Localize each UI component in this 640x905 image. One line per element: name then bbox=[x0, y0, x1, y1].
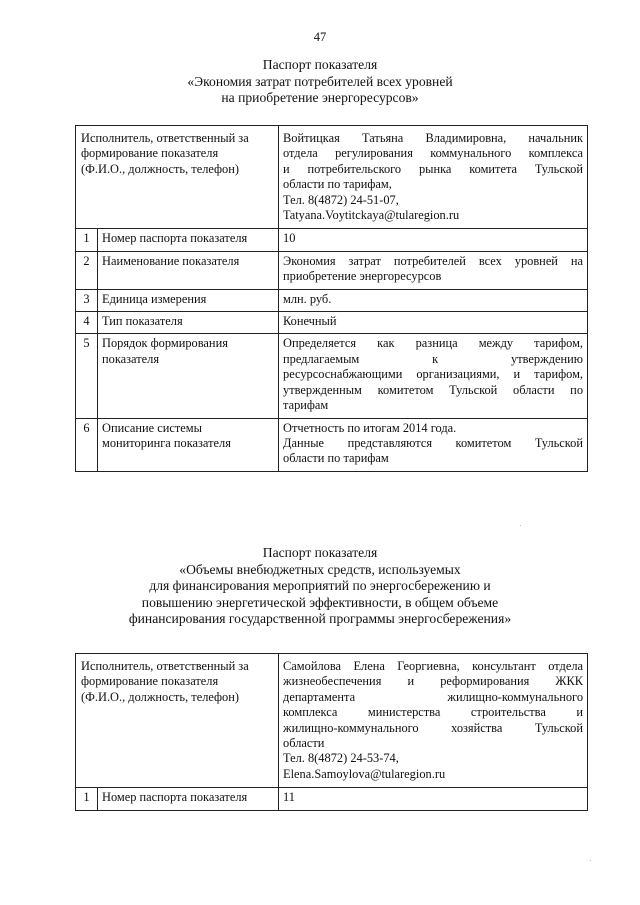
passport-1-title-line: «Экономия затрат потребителей всех уровней bbox=[187, 73, 453, 89]
row-label bbox=[98, 229, 279, 251]
row-value-line: Определяется как разница между тарифом, bbox=[283, 336, 584, 351]
scan-speck bbox=[590, 860, 591, 861]
row-label bbox=[98, 251, 279, 289]
executor-value-line: Самойлова Елена Георгиевна, консультант отдела bbox=[283, 659, 584, 673]
executor-label-line: формирование показателя bbox=[81, 146, 219, 161]
row-value-line: ресурсоснабжающими организациями, и тарифом, bbox=[283, 367, 584, 382]
row-number: 5 bbox=[76, 334, 98, 418]
passport-2-title bbox=[60, 545, 580, 628]
row-value bbox=[279, 418, 588, 471]
row-value-line: приобретение энергоресурсов bbox=[283, 269, 442, 284]
row-value bbox=[279, 251, 588, 289]
executor-value-line: области по тарифам, bbox=[283, 177, 392, 192]
row-value-line: Отчетность по итогам 2014 года. bbox=[283, 420, 457, 435]
row-label-line: Наименование показателя bbox=[102, 253, 240, 268]
passport-1-title bbox=[60, 57, 580, 107]
row-value-line: Конечный bbox=[283, 314, 337, 329]
executor-label-line: (Ф.И.О., должность, телефон) bbox=[81, 689, 240, 704]
executor-phone: Тел. 8(4872) 24-53-74, bbox=[283, 751, 399, 766]
page-number: 47 bbox=[313, 30, 327, 44]
executor-label-line: Исполнитель, ответственный за bbox=[81, 659, 249, 673]
row-value bbox=[279, 289, 588, 311]
executor-label-line: Исполнитель, ответственный за bbox=[81, 131, 249, 145]
row-label bbox=[98, 334, 279, 418]
scan-speck bbox=[520, 525, 521, 526]
row-number: 1 bbox=[76, 229, 98, 251]
table-row bbox=[76, 251, 588, 289]
row-label-line: Номер паспорта показателя bbox=[102, 231, 248, 246]
row-value-line: тарифам bbox=[283, 398, 329, 413]
row-value bbox=[279, 312, 588, 334]
executor-value-line: области bbox=[283, 736, 325, 751]
row-value-line: области по тарифам bbox=[283, 451, 389, 466]
row-label-line: Порядок формирования bbox=[102, 336, 228, 351]
table-row bbox=[76, 312, 588, 334]
row-value-line: 10 bbox=[283, 231, 296, 246]
passport-1-title-line: на приобретение энергоресурсов» bbox=[221, 90, 419, 105]
executor-email: Tatyana.Voytitckaya@tularegion.ru bbox=[283, 208, 460, 223]
executor-value-line: и потребительского рынка комитета Тульской bbox=[283, 161, 584, 176]
executor-label bbox=[76, 126, 279, 229]
row-label-line: Описание системы bbox=[102, 420, 202, 435]
row-value-line: млн. руб. bbox=[283, 291, 332, 306]
row-number: 3 bbox=[76, 289, 98, 311]
table-row bbox=[76, 334, 588, 418]
row-value-line: Экономия затрат потребителей всех уровней на bbox=[283, 253, 584, 268]
executor-value-line: отдела регулирования коммунального комплекса bbox=[283, 146, 584, 161]
row-label-line: мониторинга показателя bbox=[102, 435, 231, 450]
passport-2-table bbox=[75, 653, 588, 811]
executor-label-line: формирование показателя bbox=[81, 674, 219, 689]
table-row bbox=[76, 289, 588, 311]
row-label-line: Единица измерения bbox=[102, 291, 207, 306]
row-value bbox=[279, 334, 588, 418]
passport-2-title-line: для финансирования мероприятий по энергосбережению и bbox=[149, 578, 491, 593]
executor-row bbox=[76, 654, 588, 788]
executor-label bbox=[76, 654, 279, 788]
executor-value-line: жилищно-коммунального хозяйства Тульской bbox=[283, 720, 584, 735]
row-value-line: утвержденным комитетом Тульской области по bbox=[283, 382, 584, 397]
row-value bbox=[279, 229, 588, 251]
row-value-line: предлагаемым к утверждению bbox=[283, 351, 584, 366]
row-number: 6 bbox=[76, 418, 98, 471]
passport-2-title-line: «Объемы внебюджетных средств, используемых bbox=[179, 561, 461, 577]
executor-value-line: Войтицкая Татьяна Владимировна, начальник bbox=[283, 131, 584, 145]
row-label-line: Тип показателя bbox=[102, 314, 183, 329]
row-label bbox=[98, 418, 279, 471]
executor-phone: Тел. 8(4872) 24-51-07, bbox=[283, 192, 399, 207]
row-label-line: Номер паспорта показателя bbox=[102, 790, 248, 805]
executor-label-line: (Ф.И.О., должность, телефон) bbox=[81, 161, 240, 176]
passport-2-title-line: финансирования государственной программы энергосбережения» bbox=[128, 611, 512, 626]
row-value-line: 11 bbox=[283, 790, 295, 805]
passport-1-title-line: Паспорт показателя bbox=[262, 57, 378, 72]
row-label-line: показателя bbox=[102, 351, 160, 366]
row-value-line: Данные представляются комитетом Тульской bbox=[283, 435, 584, 450]
executor-row bbox=[76, 126, 588, 229]
table-row bbox=[76, 788, 588, 810]
row-value bbox=[279, 788, 588, 810]
passport-2-title-line: повышению энергетической эффективности, в общем объеме bbox=[141, 594, 499, 610]
passport-2-title-line: Паспорт показателя bbox=[262, 545, 378, 560]
executor-value-line: комплекса министерства строительства и bbox=[283, 705, 584, 720]
executor-email: Elena.Samoylova@tularegion.ru bbox=[283, 766, 446, 781]
executor-value-line: жизнеобеспечения и реформирования ЖКК bbox=[283, 674, 584, 689]
row-number: 4 bbox=[76, 312, 98, 334]
table-row bbox=[76, 418, 588, 471]
row-number: 1 bbox=[76, 788, 98, 810]
row-label bbox=[98, 289, 279, 311]
table-row bbox=[76, 229, 588, 251]
row-number: 2 bbox=[76, 251, 98, 289]
passport-1-table bbox=[75, 125, 588, 472]
row-label bbox=[98, 312, 279, 334]
executor-value bbox=[279, 654, 588, 788]
executor-value bbox=[279, 126, 588, 229]
row-label bbox=[98, 788, 279, 810]
executor-value-line: департамента жилищно-коммунального bbox=[283, 689, 584, 704]
